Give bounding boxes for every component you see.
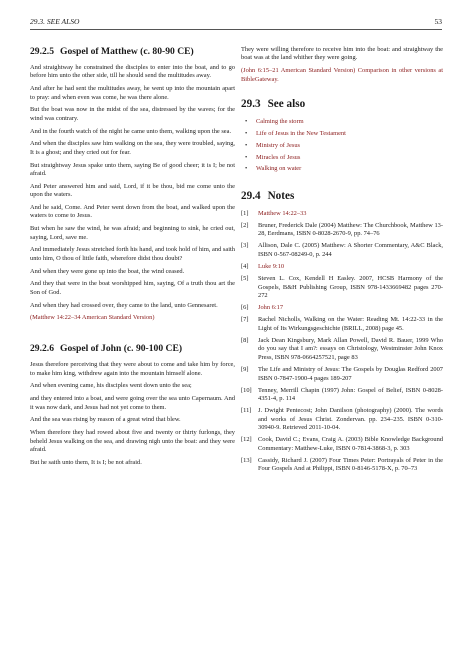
john-verse-continued: They were willing therefore to receive him into the boat: and straightway the boat was at the land whither they were going. xyxy=(241,46,443,62)
matthew-verse: And he said, Come. And Peter went down from the boat, and walked upon the waters to come to Jesus. xyxy=(30,204,235,220)
notes-heading xyxy=(241,190,443,203)
note-marker: [6] xyxy=(241,304,249,312)
see-also-link[interactable]: Calming the storm xyxy=(256,118,304,126)
note-item xyxy=(241,242,443,259)
note-marker: [9] xyxy=(241,366,249,374)
see-also-item xyxy=(241,130,443,138)
note-marker: [11] xyxy=(241,407,252,415)
john-verse: and they entered into a boat, and were going over the sea unto Capernaum. And it was now dark, and Jesus had not yet come to them. xyxy=(30,395,235,411)
matthew-verse: And when the disciples saw him walking on the sea, they were troubled, saying, It is a ghost; and they cried out for fear. xyxy=(30,140,235,156)
see-also-heading xyxy=(241,98,443,111)
note-marker: [7] xyxy=(241,316,249,324)
see-also-link[interactable]: Miracles of Jesus xyxy=(256,153,301,161)
note-marker: [10] xyxy=(241,386,252,394)
note-text: Jack Dean Kingsbury, Mark Allan Powell, David R. Bauer, 1999 Who do you say that I am?: essays on Christology, Westminster John Knox Press, ISBN 978-0664257521, page 83 xyxy=(258,337,443,361)
matthew-verse: And immediately Jesus stretched forth his hand, and took hold of him, and saith unto him, O thou of little faith, wherefore didst thou doubt? xyxy=(30,246,235,262)
matthew-heading-title: Gospel of Matthew (c. 80-90 CE) xyxy=(59,46,194,57)
note-text: Bruner, Frederick Dale (2004) Matthew: The Churchbook, Matthew 13-28, Eerdmans, ISBN 0-8028-2670-9, pp. 74–76 xyxy=(258,221,443,238)
matthew-verse: And when they were gone up into the boat, the wind ceased. xyxy=(30,267,185,275)
note-text[interactable]: John 6:17 xyxy=(258,304,284,312)
john-verse: And when evening came, his disciples went down unto the sea; xyxy=(30,382,192,390)
matthew-verse: And they that were in the boat worshipped him, saying, Of a truth thou art the Son of God. xyxy=(30,280,235,296)
note-item xyxy=(241,436,443,453)
matthew-verse: But when he saw the wind, he was afraid; and beginning to sink, he cried out, saying, Lord, save me. xyxy=(30,225,235,241)
note-text: Steven L. Cox, Kendell H Easley. 2007, HCSB Harmony of the Gospels, B&H Publishing Group, ISBN 978-1433669482 pages 270-272 xyxy=(258,275,443,300)
section-spacer xyxy=(241,88,443,98)
matthew-verse: And after he had sent the multitudes away, he went up into the mountain apart to pray: and when even was come, he was there alone. xyxy=(30,85,235,101)
see-also-item xyxy=(241,154,443,162)
note-marker: [5] xyxy=(241,275,249,283)
right-column xyxy=(241,46,443,478)
note-item xyxy=(241,316,443,333)
section-spacer xyxy=(30,327,235,343)
note-item xyxy=(241,387,443,404)
see-also-link[interactable]: Ministry of Jesus xyxy=(256,141,301,149)
john-heading-number: 29.2.6 xyxy=(30,343,54,355)
see-also-heading-number: 29.3 xyxy=(241,98,261,111)
matthew-heading-number: 29.2.5 xyxy=(30,46,54,57)
note-item xyxy=(241,407,443,432)
john-citation-link[interactable]: (John 6:15–21 American Standard Version) Comparison in other versions at BibleGateway. xyxy=(241,67,443,83)
note-marker: [3] xyxy=(241,242,249,250)
bullet-icon: • xyxy=(245,141,248,149)
john-heading xyxy=(30,343,235,354)
john-verse: Jesus therefore perceiving that they were about to come and take him by force, to make him king, withdrew again into the mountain himself alone. xyxy=(30,361,235,377)
john-verse: And the sea was rising by reason of a great wind that blew. xyxy=(30,416,181,424)
matthew-verse: And Peter answered him and said, Lord, if it be thou, bid me come unto the upon the waters. xyxy=(30,182,235,199)
see-also-item xyxy=(241,142,443,150)
note-marker: [12] xyxy=(241,436,252,444)
note-item xyxy=(241,366,443,383)
left-column xyxy=(30,46,235,472)
see-also-item xyxy=(241,165,443,173)
note-marker: [8] xyxy=(241,337,249,345)
notes-list xyxy=(241,210,443,474)
see-also-list xyxy=(241,118,443,173)
note-item xyxy=(241,457,443,474)
matthew-verse: And straightway he constrained the disciples to enter into the boat, and to go before him unto the other side, till he should send the multitudes away. xyxy=(30,64,235,80)
page-number: 53 xyxy=(434,17,442,26)
see-also-link[interactable]: Walking on water xyxy=(256,165,302,173)
note-text[interactable]: Luke 9:10 xyxy=(258,263,285,271)
note-item xyxy=(241,210,443,218)
bullet-icon: • xyxy=(245,165,248,173)
notes-heading-number: 29.4 xyxy=(241,189,261,202)
matthew-heading xyxy=(30,46,235,57)
note-text: Allison, Dale C. (2005) Matthew: A Shorter Commentary, A&C Black, ISBN 0-567-08249-0, p. 244 xyxy=(258,242,443,258)
matthew-verse: And when they had crossed over, they came to the land, unto Gennesaret. xyxy=(30,301,218,309)
bullet-icon: • xyxy=(245,153,248,161)
bullet-icon: • xyxy=(245,118,248,126)
john-heading-title: Gospel of John (c. 90-100 CE) xyxy=(59,343,183,355)
note-text: Rachel Nicholls, Walking on the Water: Reading Mt. 14:22-33 in the Light of Its Wirkungsgeschichte (BRILL, 2008) page 45. xyxy=(258,316,443,332)
note-item xyxy=(241,222,443,239)
matthew-verse: But the boat was now in the midst of the sea, distressed by the waves; for the wind was contrary. xyxy=(30,106,235,122)
john-verse: When therefore they had rowed about five and twenty or thirty furlongs, they beheld Jesus walking on the sea, and drawing nigh unto the boat: and they were afraid. xyxy=(30,429,235,454)
header-rule xyxy=(30,29,442,30)
note-marker: [1] xyxy=(241,209,249,217)
note-marker: [2] xyxy=(241,221,249,229)
note-text: The Life and Ministry of Jesus: The Gospels by Douglas Redford 2007 ISBN 0-7847-1900-4 pages 189-207 xyxy=(258,366,443,382)
note-marker: [4] xyxy=(241,263,249,271)
bullet-icon: • xyxy=(245,130,248,138)
note-item xyxy=(241,275,443,300)
see-also-heading-title: See also xyxy=(267,98,306,111)
john-verse: But he saith unto them, It is I; be not afraid. xyxy=(30,458,142,466)
note-text[interactable]: Matthew 14:22–33 xyxy=(258,209,307,217)
running-head-section: 29.3. SEE ALSO xyxy=(30,17,80,26)
see-also-item xyxy=(241,118,443,126)
matthew-verse: And in the fourth watch of the night he came unto them, walking upon the sea. xyxy=(30,127,232,135)
matthew-verse: But straightway Jesus spake unto them, saying Be of good cheer; it is I; be not afraid. xyxy=(30,161,235,178)
note-text: J. Dwight Pentecost; John Danilson (photography) (2000). The words and works of Jesus Christ. Zondervan. pp. 234–235. ISBN 0-310-30940-9. Retrieved 2011-10-04. xyxy=(258,407,443,432)
note-marker: [13] xyxy=(241,456,252,464)
note-item xyxy=(241,304,443,312)
note-text: Cook, David C.; Evans, Craig A. (2003) Bible Knowledge Background Commentary: Matthew-Luke, ISBN 0-7814-3868-3, p. 303 xyxy=(258,436,443,452)
note-text: Cassidy, Richard J. (2007) Four Times Peter: Portrayals of Peter in the Four Gospels And at Philippi, ISBN 0-8146-5178-X, p. 70–73 xyxy=(258,456,443,473)
running-head xyxy=(30,16,442,30)
matthew-citation-link[interactable]: (Matthew 14:22–34 American Standard Version) xyxy=(30,314,155,322)
note-item xyxy=(241,337,443,362)
note-item xyxy=(241,263,443,271)
note-text: Tenney, Merrill Chapin (1997) John: Gospel of Belief, ISBN 0-8028-4351-4, p. 114 xyxy=(258,386,443,403)
see-also-link[interactable]: Life of Jesus in the New Testament xyxy=(256,130,346,138)
notes-heading-title: Notes xyxy=(267,189,295,202)
